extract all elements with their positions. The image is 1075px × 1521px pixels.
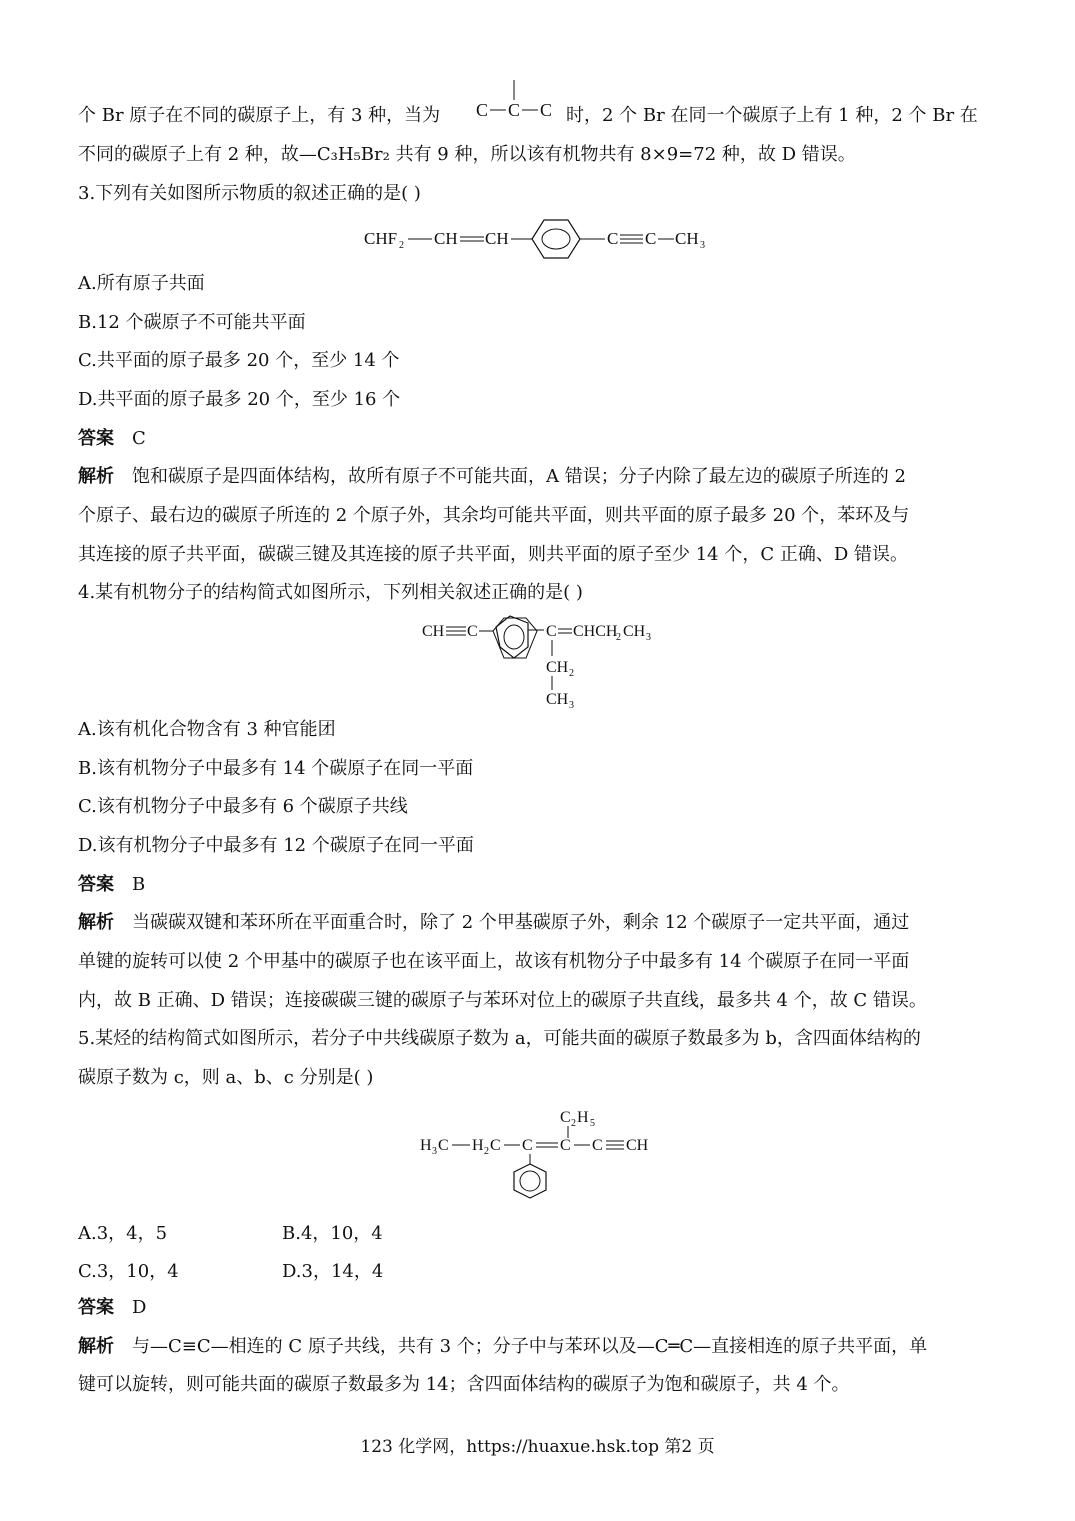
s5-benzene-ring: [514, 1164, 546, 1198]
q4-option-c: C.该有机物分子中最多有 6 个碳原子共线: [78, 796, 408, 817]
q4-option-a: A.该有机化合物含有 3 种官能团: [78, 719, 336, 740]
structure-c-c-c: [472, 78, 562, 122]
page-footer: 123 化学网，https://huaxue.hsk.top 第2 页: [360, 1437, 715, 1457]
s5-c5: C: [592, 1137, 603, 1154]
s3-benzene-circle: [542, 229, 570, 249]
q5-option-c: C.3，10，4: [78, 1261, 179, 1282]
answer-label: 答案: [78, 874, 114, 895]
answer-value: C: [132, 428, 146, 449]
s3-sub3: 3: [700, 240, 705, 251]
answer-value: B: [132, 874, 146, 895]
question-5-line-2: 碳原子数为 c，则 a、b、c 分别是( ): [78, 1067, 374, 1088]
q5-option-b: B.4，10，4: [282, 1223, 383, 1244]
s5-c4: C: [560, 1137, 571, 1154]
q3-option-b: B.12 个碳原子不可能共平面: [78, 312, 306, 333]
text-line-2: 不同的碳原子上有 2 种，故—C₃H₅Br₂ 共有 9 种，所以该有机物共有 8×9=72 种，故 D 错误。: [78, 144, 856, 165]
structure-q3: [360, 214, 720, 264]
s3-chf: CHF: [364, 229, 398, 248]
s4-ch3-b: CH: [546, 691, 569, 708]
q4-option-b: B.该有机物分子中最多有 14 个碳原子在同一平面: [78, 758, 474, 779]
s4-c-2: C: [546, 623, 557, 640]
q4-explanation-1: [78, 911, 909, 935]
s5-c-top: C: [560, 1109, 571, 1126]
q3-explanation-3: 其连接的原子共平面，碳碳三键及其连接的原子共平面，则共平面的原子至少 14 个，C 正确、D 错误。: [78, 544, 908, 565]
answer-label: 答案: [78, 1297, 114, 1318]
text-line-1a: 个 Br 原子在不同的碳原子上，有 3 种，当为: [78, 105, 441, 126]
q3-explanation-2: 个原子、最右边的碳原子所连的 2 个原子外，其余均可能共平面，则共平面的原子最多 20 个，苯环及与: [78, 505, 910, 526]
s5-sub2-b: 2: [484, 1146, 489, 1157]
s3-benzene-ring: [532, 220, 580, 258]
q3-option-c: C.共平面的原子最多 20 个，至少 14 个: [78, 350, 400, 371]
s4-ch2: CH: [546, 659, 569, 676]
q3-answer: [78, 427, 146, 451]
s4-chch: CHCH: [573, 623, 618, 640]
s5-c1: C: [438, 1137, 449, 1154]
s3-ch-2: CH: [485, 229, 509, 248]
struct0-atom-3: C: [540, 100, 553, 120]
s5-c3: C: [522, 1137, 533, 1154]
s3-ch3: CH: [675, 229, 699, 248]
q3-option-d: D.共平面的原子最多 20 个，至少 16 个: [78, 389, 401, 410]
structure-q4: [420, 614, 670, 710]
q5-explanation-1: [78, 1335, 927, 1359]
text-line-1b: 时，2 个 Br 在同一个碳原子上有 1 种，2 个 Br 在: [566, 105, 978, 126]
s3-c-1: C: [607, 229, 619, 248]
q4-explanation-2: 单键的旋转可以使 2 个甲基中的碳原子也在该平面上，故该有机物分子中最多有 14 个碳原子在同一平面: [78, 951, 910, 972]
q4-option-d: D.该有机物分子中最多有 12 个碳原子在同一平面: [78, 835, 474, 856]
s4-sub3-a: 3: [646, 632, 651, 643]
q5-answer: [78, 1296, 146, 1320]
struct0-atom-1: C: [476, 100, 489, 120]
s4-ch: CH: [422, 623, 445, 640]
analysis-label: 解析: [78, 466, 114, 487]
s5-h2: H: [472, 1137, 484, 1154]
s4-benzene-circle: [504, 625, 524, 649]
answer-label: 答案: [78, 428, 114, 449]
s4-ch3: CH: [623, 623, 646, 640]
s5-sub3: 3: [432, 1146, 437, 1157]
s5-sub5: 5: [590, 1118, 595, 1129]
s4-sub2-b: 2: [569, 668, 574, 679]
q5-option-a: A.3，4，5: [78, 1223, 168, 1244]
analysis-text: 与—C≡C—相连的 C 原子共线，共有 3 个；分子中与苯环以及—C═C—直接相连的原子共平面，单: [132, 1336, 928, 1357]
analysis-label: 解析: [78, 912, 114, 933]
q5-option-d: D.3，14，4: [282, 1261, 384, 1282]
s5-benzene-circle: [520, 1171, 540, 1191]
q5-explanation-2: 键可以旋转，则可能共面的碳原子数最多为 14；含四面体结构的碳原子为饱和碳原子，共 4 个。: [78, 1374, 850, 1395]
s4-c-1: C: [467, 623, 478, 640]
s3-c-2: C: [645, 229, 657, 248]
question-5-line-1: 5.某烃的结构简式如图所示，若分子中共线碳原子数为 a，可能共面的碳原子数最多为 b，含四面体结构的: [78, 1028, 921, 1049]
q3-option-a: A.所有原子共面: [78, 273, 205, 294]
question-4: 4.某有机物分子的结构简式如图所示，下列相关叙述正确的是( ): [78, 582, 583, 603]
answer-value: D: [132, 1297, 147, 1318]
q3-explanation-1: [78, 465, 906, 489]
s5-h-top: H: [577, 1109, 589, 1126]
analysis-label: 解析: [78, 1336, 114, 1357]
s3-ch-1: CH: [434, 229, 458, 248]
s5-h3: H: [420, 1137, 432, 1154]
q4-answer: [78, 873, 145, 897]
s3-sub2: 2: [399, 240, 404, 251]
s5-sub2: 2: [571, 1118, 576, 1129]
analysis-text: 饱和碳原子是四面体结构，故所有原子不可能共面，A 错误；分子内除了最左边的碳原子所连的 2: [132, 466, 906, 487]
struct0-atom-2: C: [508, 100, 521, 120]
structure-q5: [418, 1102, 668, 1202]
analysis-text: 当碳碳双键和苯环所在平面重合时，除了 2 个甲基碳原子外，剩余 12 个碳原子一定共平面，通过: [132, 912, 910, 933]
s4-sub3-b: 3: [569, 700, 574, 710]
q4-explanation-3: 内，故 B 正确、D 错误；连接碳碳三键的碳原子与苯环对位上的碳原子共直线，最多共 4 个，故 C 错误。: [78, 990, 927, 1011]
s4-sub2-a: 2: [616, 632, 621, 643]
s5-c2: C: [490, 1137, 501, 1154]
s5-ch: CH: [626, 1137, 649, 1154]
question-3: 3.下列有关如图所示物质的叙述正确的是( ): [78, 183, 421, 204]
